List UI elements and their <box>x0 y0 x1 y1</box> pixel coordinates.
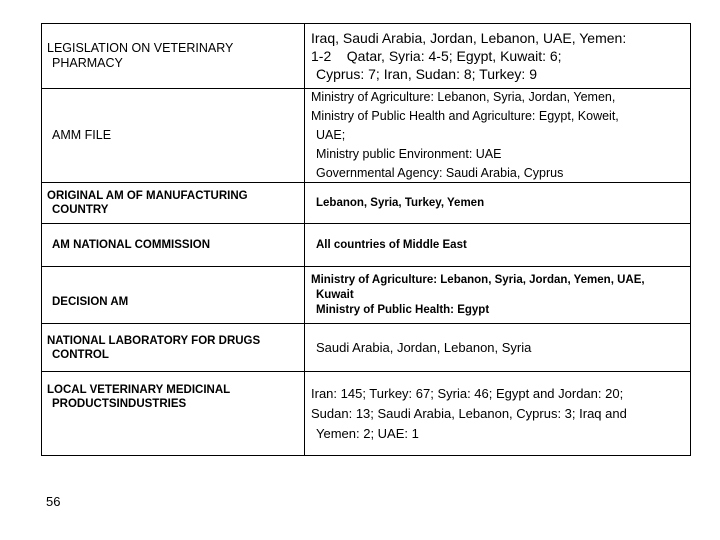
row-value-cell <box>304 24 690 88</box>
row-value-cell <box>304 324 690 371</box>
row-value-line: Saudi Arabia, Jordan, Lebanon, Syria <box>316 340 532 355</box>
row-label-line: PRODUCTSINDUSTRIES <box>52 398 187 410</box>
row-value-line: Governmental Agency: Saudi Arabia, Cyprus <box>316 166 564 180</box>
table-row-original-am <box>42 182 690 223</box>
row-value-line: Ministry of Public Health and Agriculture: Egypt, Koweit, <box>311 109 619 123</box>
row-label-line: AM NATIONAL COMMISSION <box>52 239 211 251</box>
table-row-legislation <box>42 24 690 88</box>
row-label-line: COUNTRY <box>52 204 109 216</box>
row-value-line: Yemen: 2; UAE: 1 <box>316 425 419 441</box>
row-label-cell <box>42 324 304 371</box>
table-row-local-industries <box>42 371 690 455</box>
row-value-line: UAE; <box>316 128 346 142</box>
row-label-line: PHARMACY <box>52 56 123 70</box>
row-value-line: Kuwait <box>316 288 354 301</box>
row-label-cell <box>42 24 304 88</box>
row-label-line: LOCAL VETERINARY MEDICINAL <box>47 384 231 396</box>
row-value-cell <box>304 224 690 266</box>
legislation-table <box>41 23 691 456</box>
row-value-line: Ministry of Agriculture: Lebanon, Syria, Jordan, Yemen, <box>311 90 616 104</box>
row-label-line: LEGISLATION ON VETERINARY <box>47 41 234 55</box>
row-value-line: Lebanon, Syria, Turkey, Yemen <box>316 197 485 209</box>
row-label-cell <box>42 89 304 182</box>
row-label-cell <box>42 183 304 223</box>
row-value-line: Iraq, Saudi Arabia, Jordan, Lebanon, UAE, Yemen: <box>311 30 627 46</box>
row-value-line: 1-2 Qatar, Syria: 4-5; Egypt, Kuwait: 6; <box>311 48 562 64</box>
row-value-line: Sudan: 13; Saudi Arabia, Lebanon, Cyprus: 3; Iraq and <box>311 405 627 421</box>
row-value-line: Ministry of Agriculture: Lebanon, Syria, Jordan, Yemen, UAE, <box>311 273 645 286</box>
row-value-cell <box>304 267 690 323</box>
table-row-amm-file <box>42 88 690 182</box>
row-value-line: All countries of Middle East <box>316 239 467 251</box>
table-row-am-national-commission <box>42 223 690 266</box>
row-label-line: NATIONAL LABORATORY FOR DRUGS <box>47 334 261 347</box>
row-label-cell <box>42 267 304 323</box>
row-value-cell <box>304 89 690 182</box>
row-label-line: DECISION AM <box>52 296 129 308</box>
row-label-line: CONTROL <box>52 348 109 361</box>
row-value-line: Iran: 145; Turkey: 67; Syria: 46; Egypt and Jordan: 20; <box>311 385 624 401</box>
row-label-cell <box>42 372 304 455</box>
row-value-cell <box>304 372 690 455</box>
table-row-decision-am <box>42 266 690 323</box>
table-row-national-laboratory <box>42 323 690 371</box>
page-number: 56 <box>46 494 61 509</box>
row-label-line: ORIGINAL AM OF MANUFACTURING <box>47 190 248 202</box>
row-value-cell <box>304 183 690 223</box>
row-value-line: Ministry of Public Health: Egypt <box>316 303 490 316</box>
row-value-line: Ministry public Environment: UAE <box>316 147 502 161</box>
row-label-cell <box>42 224 304 266</box>
row-value-line: Cyprus: 7; Iran, Sudan: 8; Turkey: 9 <box>316 66 537 82</box>
row-label-line: AMM FILE <box>52 128 112 142</box>
